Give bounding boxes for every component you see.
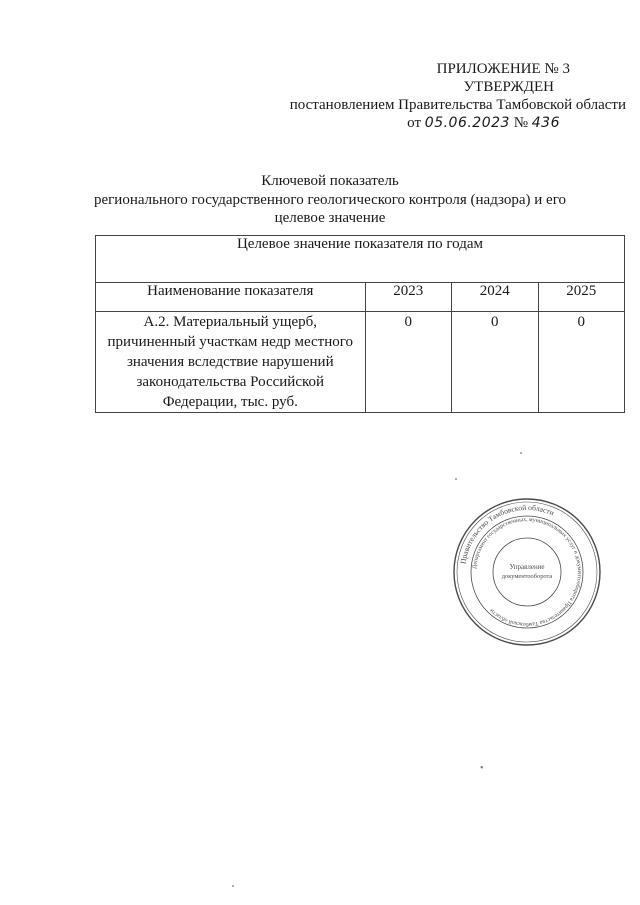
value-2025: 0 xyxy=(538,312,625,413)
seal-center-line2: документооборота xyxy=(501,573,553,580)
seal-inner-ring xyxy=(493,538,561,606)
column-header-row xyxy=(96,283,625,312)
approved-label: УТВЕРЖДЕН xyxy=(463,79,554,95)
indicator-name-line: причиненный участкам недр местного xyxy=(107,334,354,350)
indicator-name-line: Федерации, тыс. руб. xyxy=(162,394,298,410)
doc-title-line2: регионального государственного геологического контроля (надзора) и его xyxy=(94,192,566,208)
seal-center-line1: Управление xyxy=(509,563,545,571)
seal-inner-text: Департамент государственных, муниципальных услуг и документооборота Правительства Тамбовской области xyxy=(472,516,583,628)
table-row xyxy=(96,312,625,413)
indicator-name-line: законодательства Российской xyxy=(136,374,325,390)
number-sign: № xyxy=(513,115,529,131)
handwritten-date: 05.06.2023 xyxy=(424,115,510,131)
official-seal xyxy=(452,497,602,647)
date-prefix: от xyxy=(407,115,422,131)
scan-speck xyxy=(232,885,234,887)
indicator-table xyxy=(95,235,625,413)
col-year-2025: 2025 xyxy=(538,283,625,312)
value-2024: 0 xyxy=(452,312,538,413)
appendix-number: ПРИЛОЖЕНИЕ № 3 xyxy=(436,61,570,77)
handwritten-number: 436 xyxy=(531,115,560,131)
seal-outer-text: Правительство Тамбовской области xyxy=(458,502,556,565)
merged-header-cell: Целевое значение показателя по годам xyxy=(96,236,625,283)
scan-speck xyxy=(520,452,522,454)
doc-title-line3: целевое значение xyxy=(274,210,386,226)
doc-title-line1: Ключевой показатель xyxy=(261,173,399,189)
approval-date-line xyxy=(407,114,560,132)
col-year-2023: 2023 xyxy=(365,283,451,312)
col-name-header: Наименование показателя xyxy=(96,283,366,312)
value-2023: 0 xyxy=(365,312,451,413)
indicator-name-line: значения вследствие нарушений xyxy=(126,354,334,370)
table-header-row xyxy=(96,236,625,283)
scan-mark: • xyxy=(480,763,484,774)
seal-middle-ring xyxy=(471,516,583,628)
scan-speck xyxy=(455,478,457,480)
seal-outer-ring-thin xyxy=(457,502,597,642)
col-year-2024: 2024 xyxy=(452,283,538,312)
indicator-name-line: А.2. Материальный ущерб, xyxy=(143,314,318,330)
approved-by: постановлением Правительства Тамбовской области xyxy=(289,97,626,113)
indicator-name-cell xyxy=(96,312,366,413)
